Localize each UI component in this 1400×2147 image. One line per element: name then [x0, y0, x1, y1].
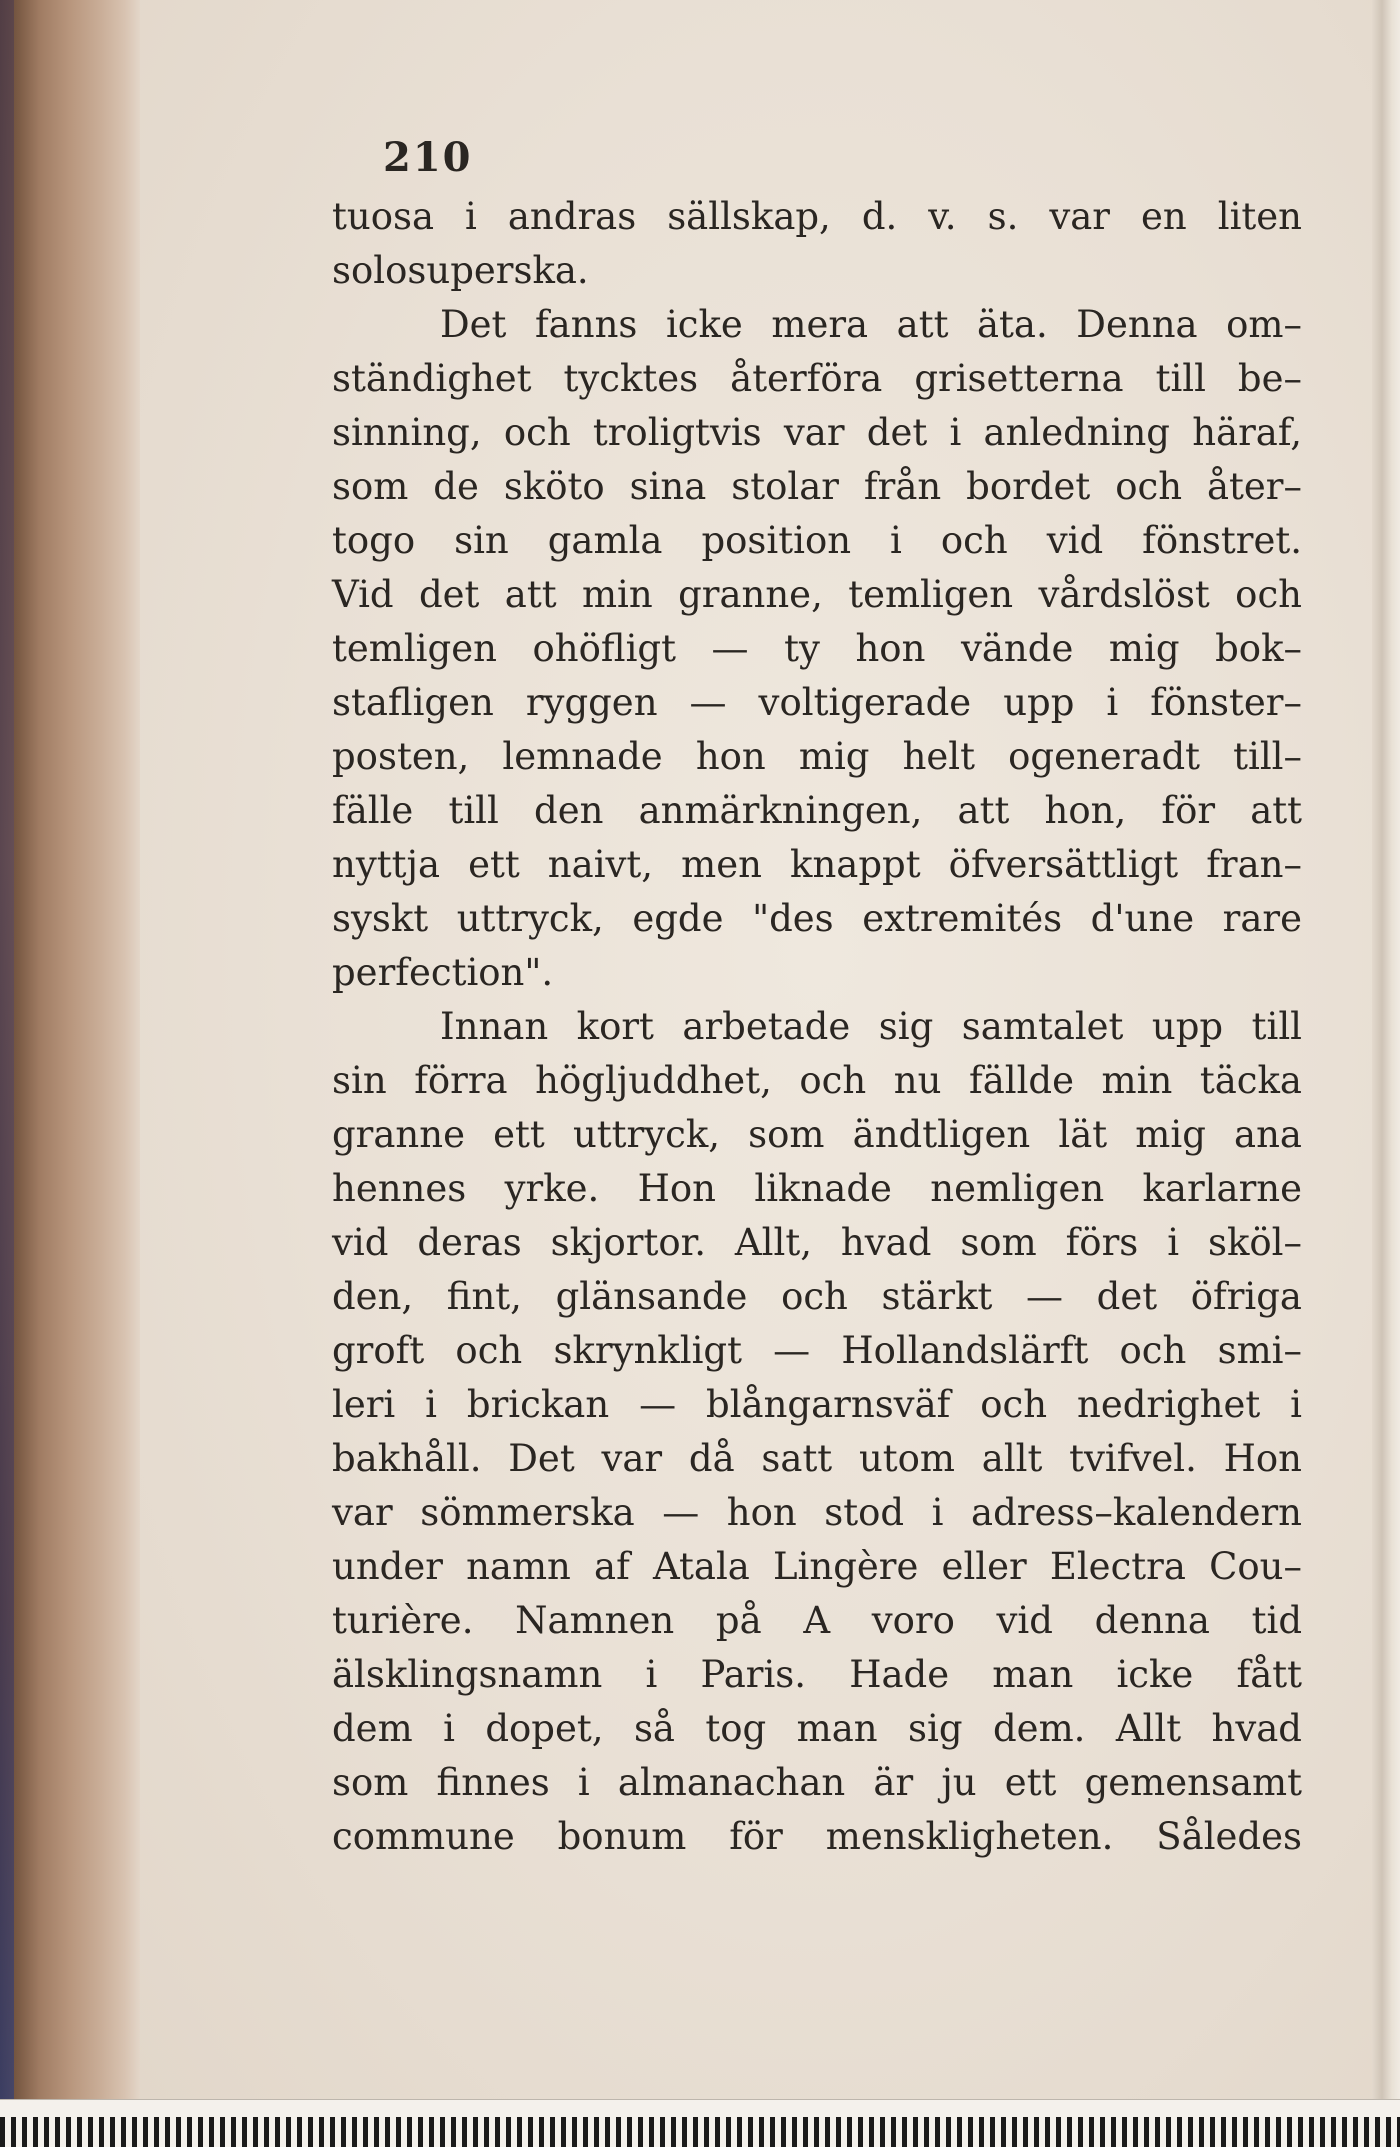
text-line: commune bonum för menskligheten. Således: [332, 1815, 1302, 1858]
text-line: hennes yrke. Hon liknade nemligen karlarne: [332, 1167, 1302, 1210]
text-line: tuosa i andras sällskap, d. v. s. var en liten: [332, 195, 1302, 238]
text-line: Det fanns icke mera att äta. Denna om–: [440, 303, 1302, 346]
text-line: under namn af Atala Lingère eller Electra Cou–: [332, 1545, 1302, 1588]
text-line: som de sköto sina stolar från bordet och åter–: [332, 465, 1302, 508]
text-line: nyttja ett naivt, men knappt öfversättligt fran–: [332, 843, 1302, 886]
text-line: syskt uttryck, egde "des extremités d'une rare: [332, 897, 1302, 940]
text-line: posten, lemnade hon mig helt ogeneradt till–: [332, 735, 1302, 778]
text-line: dem i dopet, så tog man sig dem. Allt hvad: [332, 1707, 1302, 1750]
text-line: Innan kort arbetade sig samtalet upp till: [440, 1005, 1302, 1048]
text-line: älsklingsnamn i Paris. Hade man icke fått: [332, 1653, 1302, 1696]
text-line: togo sin gamla position i och vid fönstret.: [332, 519, 1302, 562]
page-number: 210: [383, 134, 473, 181]
text-line: perfection".: [332, 951, 554, 994]
text-line: fälle till den anmärkningen, att hon, för att: [332, 789, 1302, 832]
text-line: ständighet tycktes återföra grisetterna till be–: [332, 357, 1302, 400]
text-line: vid deras skjortor. Allt, hvad som förs i sköl–: [332, 1221, 1302, 1264]
text-line: stafligen ryggen — voltigerade upp i fönster–: [332, 681, 1302, 724]
text-line: Vid det att min granne, temligen vårdslöst och: [332, 573, 1302, 616]
text-line: var sömmerska — hon stod i adress–kalendern: [332, 1491, 1302, 1534]
text-line: sinning, och troligtvis var det i anledning häraf,: [332, 411, 1302, 454]
scan-ruler: [0, 2099, 1400, 2147]
book-spine: [0, 0, 140, 2147]
text-line: solosuperska.: [332, 249, 589, 292]
text-line: leri i brickan — blångarnsväf och nedrighet i: [332, 1383, 1302, 1426]
text-line: som finnes i almanachan är ju ett gemensamt: [332, 1761, 1302, 1804]
text-line: bakhåll. Det var då satt utom allt tvifvel. Hon: [332, 1437, 1302, 1480]
text-line: granne ett uttryck, som ändtligen lät mig ana: [332, 1113, 1302, 1156]
text-line: sin förra högljuddhet, och nu fällde min täcka: [332, 1059, 1302, 1102]
text-line: turière. Namnen på A voro vid denna tid: [332, 1599, 1302, 1642]
page-fore-edge: [1372, 0, 1400, 2147]
text-line: temligen ohöfligt — ty hon vände mig bok–: [332, 627, 1302, 670]
text-line: den, fint, glänsande och stärkt — det öfriga: [332, 1275, 1302, 1318]
spine-shadow: [0, 0, 14, 2147]
ruler-ticks: [0, 2117, 1400, 2147]
text-line: groft och skrynkligt — Hollandslärft och smi–: [332, 1329, 1302, 1372]
